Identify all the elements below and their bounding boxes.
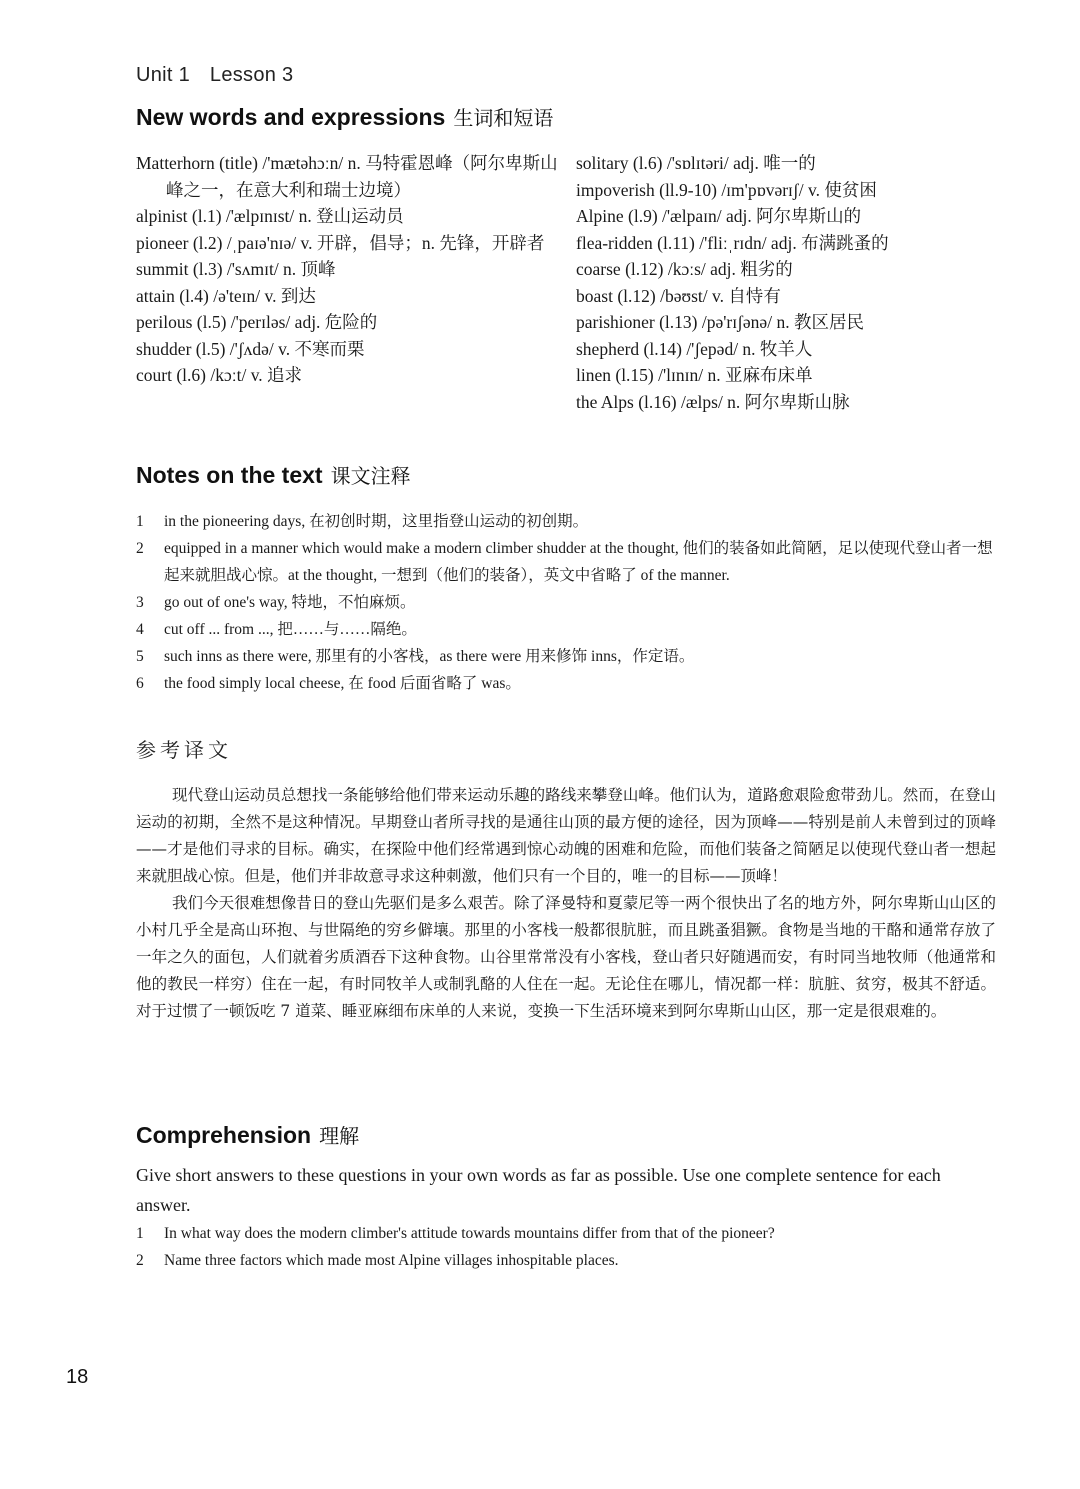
- translation-paragraph: 现代登山运动员总想找一条能够给他们带来运动乐趣的路线来攀登山峰。他们认为，道路愈艰险愈带劲儿。然而，在登山运动的初期，全然不是这种情况。早期登山者所寻找的是通往山顶的最方便的途径，因为顶峰——特别是前人未曾到过的顶峰——才是他们寻求的目标。确实，在探险中他们经常遇到惊心动魄的困难和危险，而他们装备之简陋足以使现代登山者一想起来就胆战心惊。但是，他们并非故意寻求这种刺激，他们只有一个目的，唯一的目标——顶峰！: [136, 786, 996, 885]
- translation-body: [136, 782, 996, 1025]
- question-item-number: 1: [136, 1225, 144, 1242]
- vocab-entry: parishioner (l.13) /pə'rɪʃənə/ n. 教区居民: [576, 312, 864, 332]
- vocab-entry: Matterhorn (title) /'mætəhɔːn/ n. 马特霍恩峰（阿尔卑斯山峰之一，在意大利和瑞士边境）: [136, 153, 558, 200]
- page-number: 18: [66, 1366, 89, 1388]
- notes-heading: [136, 460, 411, 489]
- translation-paragraph: 我们今天很难想像昔日的登山先驱们是多么艰苦。除了泽曼特和夏蒙尼等一两个很快出了名的地方外，阿尔卑斯山山区的小村几乎全是高山环抱、与世隔绝的穷乡僻壤。那里的小客栈一般都很肮脏，而且跳蚤猖獗。食物是当地的干酪和通常存放了一年之久的面包，人们就着劣质酒吞下这种食物。山谷里常常没有小客栈，登山者只好随遇而安，有时同当地牧师（他通常和他的教民一样穷）住在一起，有时同牧羊人或制乳酪的人住在一起。无论住在哪儿，情况都一样：肮脏、贫穷，极其不舒适。对于过惯了一顿饭吃 7 道菜、睡亚麻细布床单的人来说，变换一下生活环境来到阿尔卑斯山山区，那一定是很艰难的。: [136, 894, 996, 1020]
- question-item: [136, 1247, 996, 1274]
- vocab-heading: [136, 102, 553, 131]
- comprehension-instructions: Give short answers to these questions in your own words as far as possible. Use one complete sentence for each answer.: [136, 1165, 941, 1215]
- vocab-entry: solitary (l.6) /'sɒlɪtəri/ adj. 唯一的: [576, 153, 816, 173]
- vocab-entry: flea-ridden (l.11) /'fliːˌrɪdn/ adj. 布满跳蚤的: [576, 232, 889, 253]
- comprehension-questions: [136, 1220, 996, 1274]
- vocab-entry: the Alps (l.16) /ælps/ n. 阿尔卑斯山脉: [576, 391, 850, 412]
- question-item-text: In what way does the modern climber's attitude towards mountains differ from that of the pioneer?: [164, 1225, 775, 1242]
- notes-list: [136, 508, 996, 697]
- vocab-entry: pioneer (l.2) /ˌpaɪə'nɪə/ v. 开辟，倡导；n. 先锋，开辟者: [136, 232, 545, 253]
- note-item-number: 3: [136, 594, 144, 611]
- vocab-entry: shudder (l.5) /'ʃʌdə/ v. 不寒而栗: [136, 338, 365, 359]
- vocab-entry: court (l.6) /kɔːt/ v. 追求: [136, 365, 303, 385]
- question-item-text: Name three factors which made most Alpine villages inhospitable places.: [164, 1252, 619, 1269]
- question-item: [136, 1220, 996, 1247]
- vocab-entry: impoverish (ll.9-10) /ɪm'pɒvərɪʃ/ v. 使贫困: [576, 179, 877, 200]
- lesson-label: Lesson 3: [209, 64, 294, 86]
- notes-heading-en: Notes on the text: [136, 462, 323, 488]
- note-item-text: such inns as there were, 那里有的小客栈，as there were 用来修饰 inns，作定语。: [164, 648, 695, 665]
- comprehension-heading-en: Comprehension: [136, 1122, 312, 1148]
- note-item-text: equipped in a manner which would make a modern climber shudder at the thought, 他们的装备如此简陋，足以使现代登山者一想起来就胆战心惊。at the thought, 一想到（他们的装备），英文中省略了 of the manner.: [164, 540, 993, 584]
- vocab-entry: attain (l.4) /ə'teɪn/ v. 到达: [136, 285, 316, 306]
- vocab-list-left: [136, 150, 566, 389]
- note-item: [136, 508, 996, 535]
- translation-heading: 参考译文: [136, 738, 232, 762]
- vocab-entry: coarse (l.12) /kɔːs/ adj. 粗劣的: [576, 259, 793, 279]
- note-item-text: the food simply local cheese, 在 food 后面省略了 was。: [164, 675, 521, 692]
- note-item-text: go out of one's way, 特地，不怕麻烦。: [164, 594, 416, 611]
- unit-label: Unit 1: [136, 64, 191, 86]
- note-item: [136, 643, 996, 670]
- unit-lesson-header: [136, 64, 307, 87]
- vocab-entry: boast (l.12) /bəʊst/ v. 自恃有: [576, 285, 781, 306]
- vocab-heading-en: New words and expressions: [136, 104, 446, 130]
- note-item: [136, 589, 996, 616]
- note-item-number: 6: [136, 675, 144, 692]
- note-item-text: cut off ... from ..., 把……与……隔绝。: [164, 621, 417, 638]
- vocab-list-right: [576, 150, 1006, 415]
- vocab-entry: perilous (l.5) /'perɪləs/ adj. 危险的: [136, 312, 378, 332]
- note-item-number: 1: [136, 513, 144, 530]
- note-item-number: 4: [136, 621, 144, 638]
- vocab-entry: shepherd (l.14) /'ʃepəd/ n. 牧羊人: [576, 338, 813, 359]
- comprehension-heading-zh: 理解: [319, 1124, 360, 1148]
- note-item: [136, 670, 996, 697]
- note-item-text: in the pioneering days, 在初创时期，这里指登山运动的初创期。: [164, 513, 589, 530]
- note-item-number: 5: [136, 648, 144, 665]
- note-item-number: 2: [136, 540, 144, 557]
- note-item: [136, 535, 996, 589]
- vocab-entry: alpinist (l.1) /'ælpɪnɪst/ n. 登山运动员: [136, 206, 404, 226]
- vocab-entry: summit (l.3) /'sʌmɪt/ n. 顶峰: [136, 259, 336, 279]
- vocab-entry: linen (l.15) /'lɪnɪn/ n. 亚麻布床单: [576, 365, 813, 385]
- notes-heading-zh: 课文注释: [330, 464, 411, 488]
- comprehension-heading: [136, 1120, 359, 1149]
- vocab-entry: Alpine (l.9) /'ælpaɪn/ adj. 阿尔卑斯山的: [576, 206, 862, 226]
- question-item-number: 2: [136, 1252, 144, 1269]
- note-item: [136, 616, 996, 643]
- vocab-heading-zh: 生词和短语: [453, 106, 554, 130]
